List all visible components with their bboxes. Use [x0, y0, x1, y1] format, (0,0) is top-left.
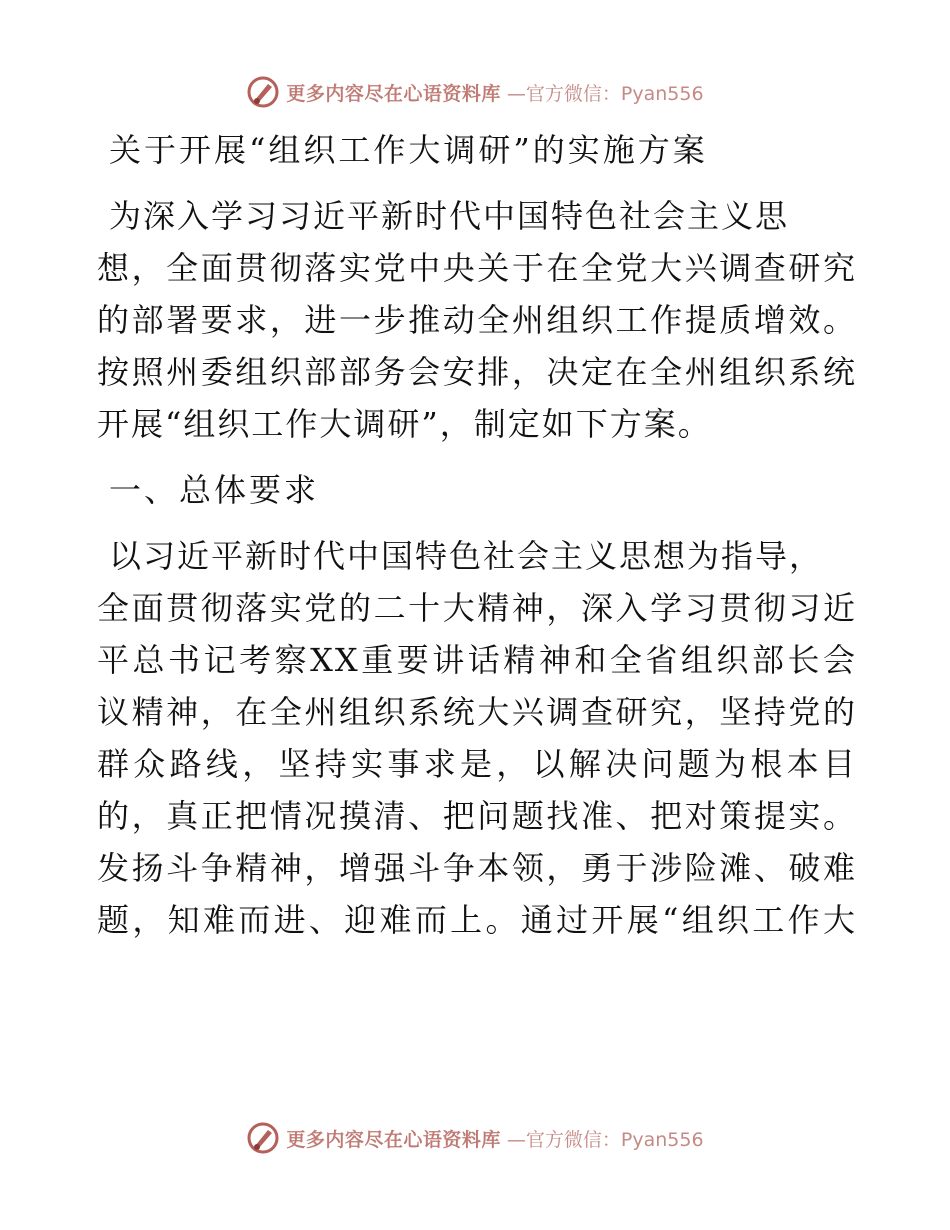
intro-line: 想，全面贯彻落实党中央关于在全党大兴调查研究: [97, 249, 857, 287]
requirements-line: 题，知难而进、迎难而上。通过开展“组织工作大: [97, 901, 857, 939]
intro-line: 开展“组织工作大调研”，制定如下方案。: [97, 405, 712, 443]
watermark-wechat: —官方微信：Pyan556: [506, 82, 704, 105]
requirements-line: 群众路线，坚持实事求是，以解决问题为根本目: [97, 745, 857, 783]
requirements-line: 议精神，在全州组织系统大兴调查研究，坚持党的: [97, 693, 857, 731]
watermark-header: [0, 72, 950, 112]
watermark-wechat: —官方微信：Pyan556: [506, 1128, 704, 1151]
requirements-line: 以习近平新时代中国特色社会主义思想为指导，: [109, 537, 824, 575]
document-body: [97, 124, 857, 960]
requirements-line: 平总书记考察XX重要讲话精神和全省组织部长会: [97, 641, 857, 679]
intro-line: 为深入学习习近平新时代中国特色社会主义思: [109, 197, 790, 235]
intro-line: 按照州委组织部部务会安排，决定在全州组织系统: [97, 353, 857, 391]
requirements-line: 的，真正把情况摸清、把问题找准、把对策提实。: [97, 797, 857, 835]
watermark-brand: 更多内容尽在心语资料库: [286, 1128, 501, 1151]
brush-logo-icon: [246, 75, 280, 109]
brush-logo-icon: [246, 1121, 280, 1155]
section-heading-general-requirements: 一、总体要求: [109, 471, 320, 509]
watermark-footer: [0, 1118, 950, 1158]
intro-line: 的部署要求，进一步推动全州组织工作提质增效。: [97, 301, 857, 339]
requirements-paragraph: [97, 530, 857, 946]
intro-paragraph: [97, 190, 857, 450]
watermark-brand: 更多内容尽在心语资料库: [286, 82, 501, 105]
document-title: 关于开展“组织工作大调研”的实施方案: [109, 131, 708, 169]
requirements-line: 全面贯彻落实党的二十大精神，深入学习贯彻习近: [97, 589, 857, 627]
requirements-line: 发扬斗争精神，增强斗争本领，勇于涉险滩、破难: [97, 849, 857, 887]
